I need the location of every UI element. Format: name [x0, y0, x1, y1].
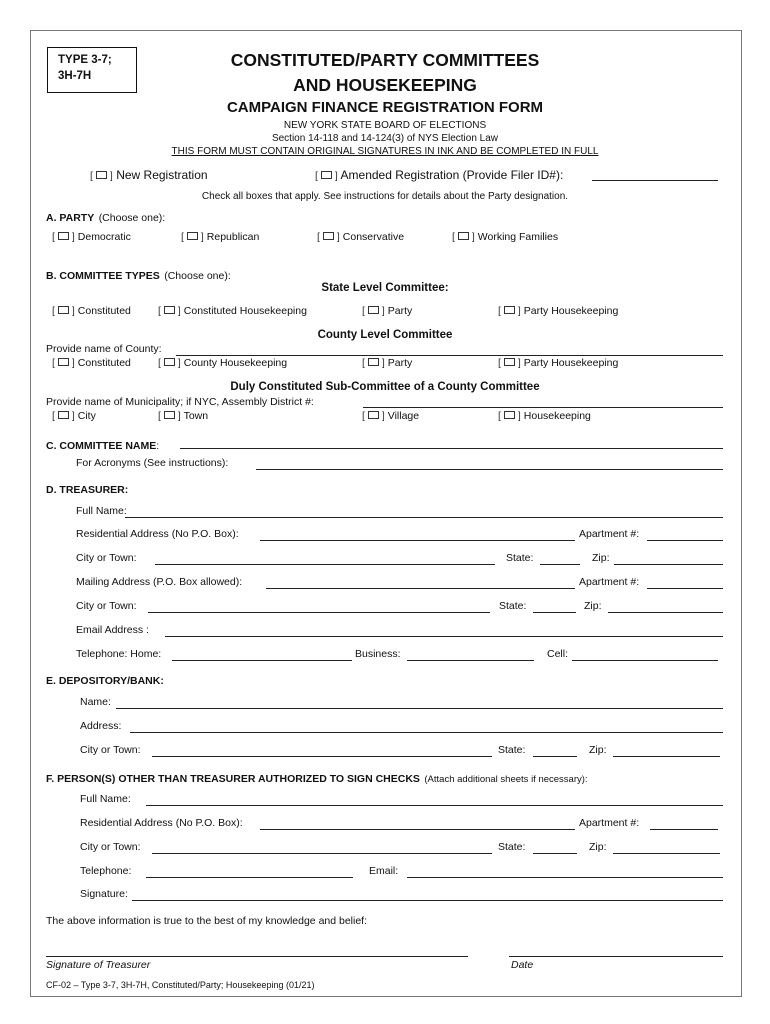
treasurer-tel-home-label: Telephone: Home:	[76, 648, 162, 660]
depository-zip-label: Zip:	[589, 744, 607, 756]
checkbox[interactable]	[58, 232, 69, 240]
new-registration-checkbox[interactable]	[96, 171, 107, 179]
agency-name: NEW YORK STATE BOARD OF ELECTIONS	[283, 120, 487, 131]
new-registration[interactable]: [ ] New Registration	[90, 168, 208, 182]
signer-state-field[interactable]	[533, 853, 577, 854]
checkbox[interactable]	[58, 306, 69, 314]
treasurer-res-address-field[interactable]	[260, 540, 575, 541]
treasurer-mailing-state-label: State:	[499, 600, 527, 612]
sub-option-city[interactable]: [ ] City	[52, 410, 96, 422]
treasurer-signature-field[interactable]	[46, 956, 468, 957]
county-level-title: County Level Committee	[317, 329, 453, 341]
type-line-1: TYPE 3-7;	[58, 54, 112, 66]
signer-apartment-field[interactable]	[650, 829, 718, 830]
treasurer-apartment-field[interactable]	[647, 540, 723, 541]
municipality-label: Provide name of Municipality; if NYC, Assembly District #:	[46, 396, 314, 408]
ink-notice: THIS FORM MUST CONTAIN ORIGINAL SIGNATURES IN INK AND BE COMPLETED IN FULL	[171, 146, 599, 157]
party-option-republican[interactable]: [ ] Republican	[181, 231, 260, 243]
state-level-title: State Level Committee:	[321, 282, 449, 294]
depository-zip-field[interactable]	[613, 756, 720, 757]
signer-full-name-field[interactable]	[146, 805, 723, 806]
treasurer-mailing-city-field[interactable]	[148, 612, 490, 613]
treasurer-mailing-city-label: City or Town:	[76, 600, 137, 612]
party-option-democratic[interactable]: [ ] Democratic	[52, 231, 131, 243]
checkbox[interactable]	[368, 358, 379, 366]
law-reference: Section 14-118 and 14-124(3) of NYS Election Law	[271, 133, 499, 144]
form-footer: CF-02 – Type 3-7, 3H-7H, Constituted/Party; Housekeeping (01/21)	[46, 980, 315, 990]
title-line-2: AND HOUSEKEEPING	[293, 75, 477, 95]
checkbox[interactable]	[58, 358, 69, 366]
title-line-1: CONSTITUTED/PARTY COMMITTEES	[230, 50, 540, 70]
county-name-field[interactable]	[176, 355, 723, 356]
signer-city-label: City or Town:	[80, 841, 141, 853]
checkbox[interactable]	[164, 358, 175, 366]
checkbox[interactable]	[368, 306, 379, 314]
sub-option-housekeeping[interactable]: [ ] Housekeeping	[498, 410, 591, 422]
municipality-field[interactable]	[363, 407, 723, 408]
signer-telephone-label: Telephone:	[80, 865, 132, 877]
new-registration-label: New Registration	[116, 168, 208, 182]
depository-heading: E. DEPOSITORY/BANK:	[46, 675, 164, 687]
treasurer-apartment-label: Apartment #:	[579, 528, 640, 540]
state-option-party-housekeeping[interactable]: [ ] Party Housekeeping	[498, 305, 619, 317]
depository-state-label: State:	[498, 744, 526, 756]
form-title: CAMPAIGN FINANCE REGISTRATION FORM	[226, 99, 544, 116]
treasurer-mailing-zip-label: Zip:	[584, 600, 602, 612]
treasurer-cell-field[interactable]	[572, 660, 718, 661]
checkbox[interactable]	[458, 232, 469, 240]
county-option-constituted[interactable]: [ ] Constituted	[52, 357, 131, 369]
signer-res-address-field[interactable]	[260, 829, 575, 830]
sub-option-town[interactable]: [ ] Town	[158, 410, 209, 422]
state-option-constituted-housekeeping[interactable]: [ ] Constituted Housekeeping	[158, 305, 307, 317]
depository-name-field[interactable]	[116, 708, 723, 709]
treasurer-business-label: Business:	[355, 648, 401, 660]
checkbox[interactable]	[323, 232, 334, 240]
committee-name-heading: C. COMMITTEE NAME:	[46, 440, 160, 452]
treasurer-heading: D. TREASURER:	[46, 484, 129, 496]
signer-email-field[interactable]	[407, 877, 723, 878]
treasurer-zip-field[interactable]	[614, 564, 723, 565]
treasurer-mailing-apartment-label: Apartment #:	[579, 576, 640, 588]
signer-state-label: State:	[498, 841, 526, 853]
treasurer-mailing-apartment-field[interactable]	[647, 588, 723, 589]
amended-registration-label: Amended Registration (Provide Filer ID#):	[340, 168, 564, 182]
checkbox[interactable]	[504, 306, 515, 314]
signer-apartment-label: Apartment #:	[579, 817, 640, 829]
county-option-party-housekeeping[interactable]: [ ] Party Housekeeping	[498, 357, 619, 369]
checkbox[interactable]	[504, 358, 515, 366]
treasurer-email-label: Email Address :	[76, 624, 149, 636]
treasurer-mailing-state-field[interactable]	[533, 612, 576, 613]
depository-address-field[interactable]	[130, 732, 723, 733]
state-option-constituted[interactable]: [ ] Constituted	[52, 305, 131, 317]
signer-full-name-label: Full Name:	[80, 793, 131, 805]
checkbox[interactable]	[164, 306, 175, 314]
treasurer-mailing-field[interactable]	[266, 588, 575, 589]
sub-option-village[interactable]: [ ] Village	[362, 410, 420, 422]
treasurer-cell-label: Cell:	[547, 648, 569, 660]
checkbox[interactable]	[58, 411, 69, 419]
treasurer-email-field[interactable]	[165, 636, 723, 637]
treasurer-mailing-zip-field[interactable]	[608, 612, 723, 613]
filer-id-field[interactable]	[592, 180, 718, 181]
depository-address-label: Address:	[80, 720, 122, 732]
treasurer-mailing-label: Mailing Address (P.O. Box allowed):	[76, 576, 243, 588]
checkbox[interactable]	[164, 411, 175, 419]
committee-types-heading: B. COMMITTEE TYPES (Choose one):	[46, 270, 231, 282]
state-option-party[interactable]: [ ] Party	[362, 305, 413, 317]
signer-res-address-label: Residential Address (No P.O. Box):	[80, 817, 243, 829]
county-option-party[interactable]: [ ] Party	[362, 357, 413, 369]
county-option-county-housekeeping[interactable]: [ ] County Housekeeping	[158, 357, 288, 369]
signer-email-label: Email:	[369, 865, 399, 877]
depository-state-field[interactable]	[533, 756, 577, 757]
treasurer-city-label: City or Town:	[76, 552, 137, 564]
treasurer-signature-label: Signature of Treasurer	[46, 959, 151, 971]
treasurer-tel-home-field[interactable]	[172, 660, 352, 661]
treasurer-state-label: State:	[506, 552, 534, 564]
checkbox[interactable]	[368, 411, 379, 419]
signer-zip-label: Zip:	[589, 841, 607, 853]
depository-city-field[interactable]	[152, 756, 492, 757]
signer-signature-label: Signature:	[80, 888, 128, 900]
treasurer-business-field[interactable]	[407, 660, 534, 661]
acronyms-field[interactable]	[256, 469, 723, 470]
treasurer-full-name-field[interactable]	[125, 517, 723, 518]
signer-zip-field[interactable]	[613, 853, 720, 854]
amended-registration[interactable]: [ ] Amended Registration (Provide Filer ID#):	[315, 168, 564, 182]
treasurer-state-field[interactable]	[540, 564, 580, 565]
committee-name-field[interactable]	[180, 448, 723, 449]
signers-heading: F. PERSON(S) OTHER THAN TREASURER AUTHORIZED TO SIGN CHECKS (Attach additional sheets if necessary):	[46, 773, 588, 785]
depository-name-label: Name:	[80, 696, 111, 708]
treasurer-zip-label: Zip:	[592, 552, 610, 564]
depository-city-label: City or Town:	[80, 744, 141, 756]
amended-registration-checkbox[interactable]	[321, 171, 332, 179]
acronyms-label: For Acronyms (See instructions):	[76, 457, 229, 469]
party-option-working-families[interactable]: [ ] Working Families	[452, 231, 559, 243]
party-option-conservative[interactable]: [ ] Conservative	[317, 231, 405, 243]
checkbox[interactable]	[187, 232, 198, 240]
signer-city-field[interactable]	[152, 853, 492, 854]
treasurer-res-address-label: Residential Address (No P.O. Box):	[76, 528, 239, 540]
checkbox[interactable]	[504, 411, 515, 419]
party-heading: A. PARTY (Choose one):	[46, 212, 166, 224]
instructions-note: Check all boxes that apply. See instructions for details about the Party designation.	[201, 191, 569, 202]
signer-signature-field[interactable]	[132, 900, 723, 901]
signer-telephone-field[interactable]	[146, 877, 353, 878]
type-line-2: 3H-7H	[58, 70, 92, 82]
county-name-label: Provide name of County:	[46, 343, 162, 355]
date-label: Date	[511, 959, 534, 971]
date-field[interactable]	[509, 956, 723, 957]
sub-committee-title: Duly Constituted Sub-Committee of a County Committee	[230, 381, 540, 393]
treasurer-full-name-label: Full Name:	[76, 505, 127, 517]
treasurer-city-field[interactable]	[155, 564, 495, 565]
certification-statement: The above information is true to the best of my knowledge and belief:	[46, 915, 368, 927]
